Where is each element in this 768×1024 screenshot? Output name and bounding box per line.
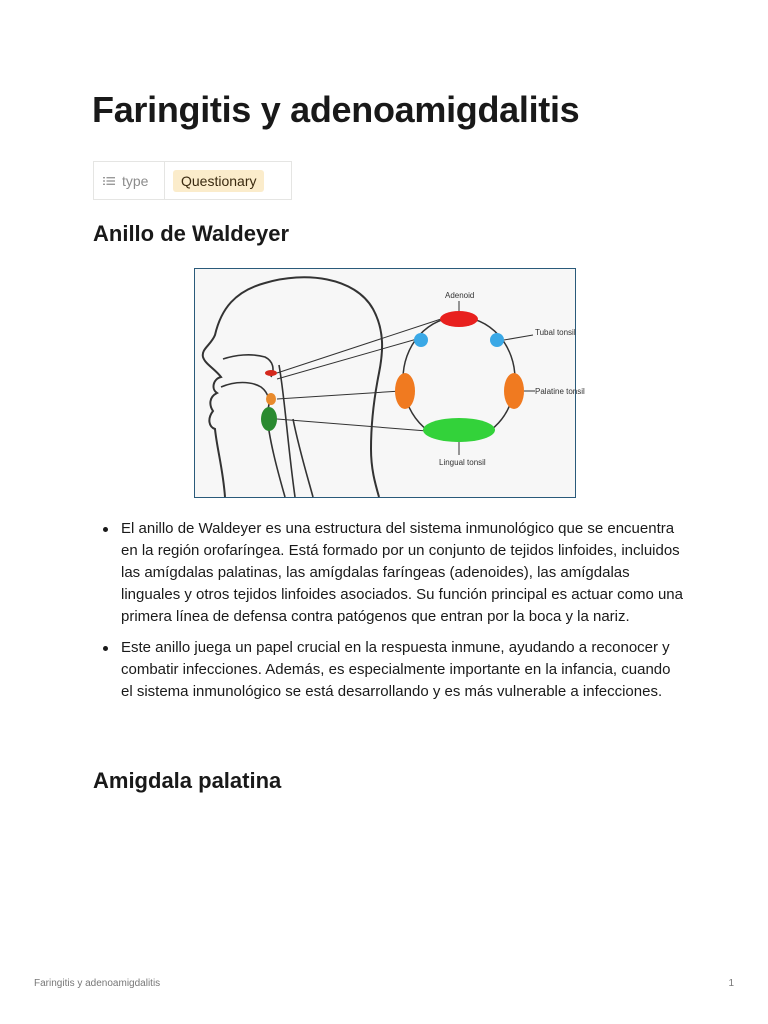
connector-lingual — [277, 419, 427, 431]
page-title: Faringitis y adenoamigdalitis — [92, 89, 580, 130]
connector-tubal — [277, 339, 417, 379]
list-item — [93, 518, 683, 628]
tubal-node-right — [490, 333, 504, 347]
footer-page-number: 1 — [728, 978, 734, 989]
bullet-dot — [103, 527, 108, 532]
palatine-node-right — [504, 373, 524, 409]
bullet-dot — [103, 646, 108, 651]
lingual-node — [423, 418, 495, 442]
list-item-text: El anillo de Waldeyer es una estructura del sistema inmunológico que se encuentra en la región orofaríngea. Está formado por un conjunto de tejidos linfoides, incluidos las amígdalas palatinas, las amígdalas faríngeas (adenoides), las amígdalas linguales y otros tejidos linfoides asociados. Su función principal es actuar como una primera línea de defensa contra patógenos que entran por la boca y la nariz. — [121, 520, 683, 625]
adenoid-node — [440, 311, 478, 327]
list-icon — [103, 173, 115, 189]
palatine-node-left — [395, 373, 415, 409]
type-tag[interactable]: Questionary — [173, 170, 264, 192]
head-lingual-mark — [261, 407, 277, 431]
list-item-text: Este anillo juega un papel crucial en la respuesta inmune, ayudando a reconocer y combatir infecciones. Además, es especialmente importante en la infancia, cuando el sistema inmunológico se está desarrollando y es más vulnerable a infecciones. — [121, 639, 671, 700]
waldeyer-ring-diagram — [194, 268, 585, 498]
footer-title: Faringitis y adenoamigdalitis — [34, 978, 161, 989]
section-heading-waldeyer: Anillo de Waldeyer — [93, 221, 290, 246]
label-palatine: Palatine tonsil — [535, 387, 585, 396]
label-lingual: Lingual tonsil — [439, 458, 486, 467]
connector-palatine — [277, 391, 401, 399]
tubal-node-left — [414, 333, 428, 347]
property-key-label: type — [122, 172, 149, 189]
pharynx-back — [279, 365, 295, 497]
bullet-list — [93, 518, 683, 712]
leader-tubal — [504, 335, 533, 340]
head-adenoid-mark — [265, 370, 277, 376]
label-adenoid: Adenoid — [445, 291, 475, 300]
head-outline — [203, 277, 382, 497]
trachea — [293, 419, 313, 497]
section-heading-palatina: Amigdala palatina — [93, 768, 282, 793]
label-tubal: Tubal tonsil — [535, 328, 576, 337]
property-row-type — [93, 161, 292, 200]
oral-cavity — [221, 383, 269, 412]
list-item — [93, 637, 683, 703]
connector-adenoid — [277, 319, 441, 373]
head-palatine-mark — [266, 393, 276, 405]
property-value[interactable] — [165, 162, 291, 199]
property-key — [94, 162, 165, 199]
